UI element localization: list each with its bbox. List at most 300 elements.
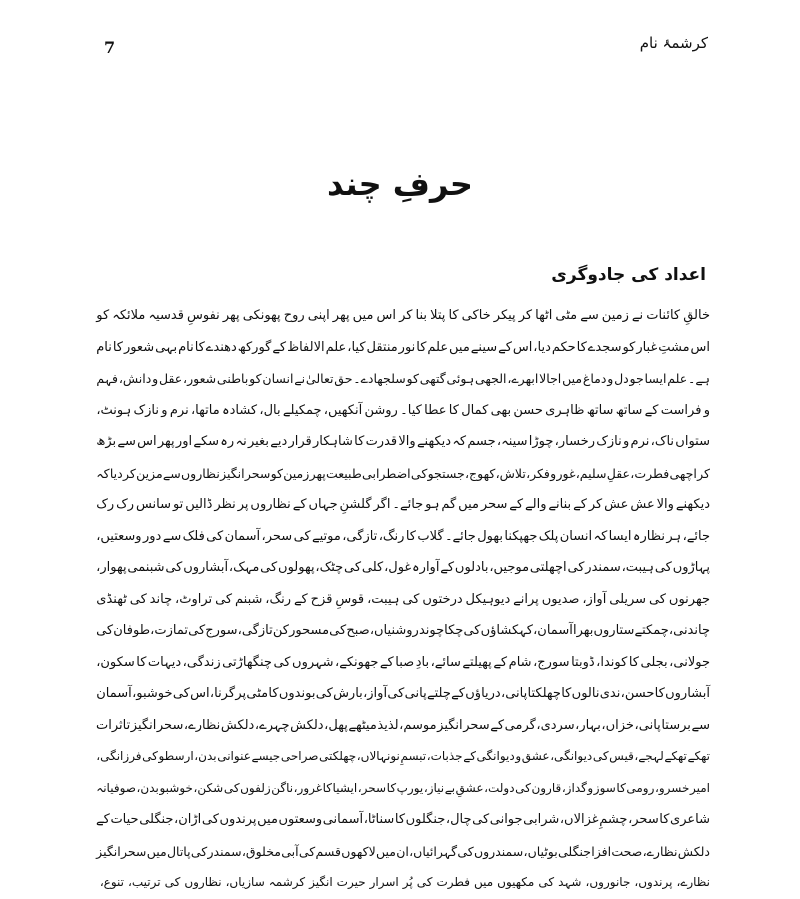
word: جائے۔	[392, 497, 424, 512]
word: کا	[628, 654, 639, 670]
word: فراست	[660, 402, 702, 418]
word: طوفان	[113, 623, 151, 638]
word: نظارے،	[676, 875, 710, 889]
word: شام	[508, 654, 532, 670]
word: پھیلتے	[462, 654, 492, 670]
word: کا	[405, 528, 416, 544]
word: سلجھادے۔	[353, 371, 406, 386]
word: سردی،	[536, 717, 575, 733]
word: تازگی،	[342, 528, 378, 544]
word: شعور	[123, 339, 155, 355]
word: پُر	[402, 875, 413, 889]
word: کے	[498, 339, 512, 355]
word: کر	[399, 308, 413, 323]
word: سے	[117, 434, 136, 449]
body-line	[96, 300, 710, 332]
word: کا	[416, 339, 427, 355]
word: جنگلوں	[405, 812, 446, 827]
word: سحر	[244, 465, 271, 481]
word: کا	[194, 339, 205, 355]
word: قزح	[310, 591, 333, 607]
word: کو	[406, 371, 419, 386]
word: میں	[473, 875, 494, 889]
word: درختوں	[422, 591, 463, 607]
word: سے	[162, 465, 181, 481]
word: چمکتے	[634, 623, 669, 638]
word: بھول	[477, 528, 503, 544]
word: برستا	[661, 717, 691, 733]
word: ڈوبتا	[571, 654, 595, 670]
word: ہوئی	[446, 371, 475, 386]
word: دیوانگی	[476, 749, 515, 763]
word: قوسِ	[335, 591, 365, 607]
word: کی	[402, 591, 420, 607]
word: کی	[463, 623, 481, 638]
word: دلکش	[290, 717, 324, 733]
word: موتیے	[311, 528, 341, 544]
word: تھکے	[687, 749, 710, 763]
word: تازگی،	[237, 623, 273, 638]
body-line	[96, 867, 710, 899]
word: بدن،	[136, 780, 159, 795]
word: علم	[667, 371, 688, 386]
word: کہ	[96, 465, 110, 481]
word: خسرو،	[654, 780, 690, 795]
word: و	[607, 371, 614, 386]
word: نے	[294, 371, 306, 386]
word: بادِ	[415, 654, 430, 670]
word: مزین	[136, 465, 163, 481]
word: گداز،	[561, 780, 587, 795]
body-line	[96, 426, 710, 458]
word: کی	[172, 686, 190, 701]
word: کی	[515, 780, 531, 795]
word: پھل،	[324, 717, 348, 733]
word: چنگھاڑتی	[222, 654, 272, 670]
chapter-title: حرفِ چند	[327, 165, 473, 203]
word: ساتھ	[615, 402, 643, 418]
word: ایسا	[644, 371, 667, 386]
word: ہیبت،	[621, 560, 654, 575]
word: جھرنوں	[668, 591, 710, 607]
word: تمازت،	[150, 623, 188, 638]
word: بوٹیاں،	[523, 843, 558, 859]
word: چال،	[445, 812, 472, 827]
word: گتھی	[419, 371, 446, 386]
word: جستجو	[427, 465, 465, 481]
word: خزاں،	[601, 717, 634, 733]
word: کا	[268, 686, 279, 701]
body-line	[96, 741, 710, 773]
word: قارون	[531, 780, 562, 795]
word: بنانے	[548, 497, 572, 512]
word: اور	[175, 434, 193, 449]
word: کہ	[452, 434, 467, 449]
word: آسمان،	[533, 623, 573, 638]
word: پیکر	[493, 308, 516, 323]
word: مہک،	[228, 560, 260, 575]
word: میٹھے	[348, 717, 377, 733]
word: حسن	[513, 402, 543, 418]
word: ہو	[425, 497, 440, 512]
word: تراوٹ،	[175, 591, 213, 607]
word: جانوروں،	[585, 875, 631, 889]
word: جوانی	[489, 812, 523, 827]
word: بجلی	[640, 654, 668, 670]
word: بھرا	[572, 623, 594, 638]
word: بغیر	[247, 434, 269, 449]
word: و	[587, 780, 594, 795]
word: صحت	[611, 843, 643, 859]
word: دیے	[270, 434, 288, 449]
word: کو	[270, 465, 283, 481]
word: پھولوں	[278, 560, 315, 575]
word: رومی	[626, 780, 655, 795]
word: پہاڑوں	[672, 560, 710, 575]
word: دیکھنے	[675, 497, 710, 512]
word: انگیز	[437, 717, 463, 733]
word: عشقِ	[455, 780, 484, 795]
word: کی	[410, 465, 428, 481]
word: نہ	[235, 434, 247, 449]
word: آسمانی	[322, 812, 364, 827]
word: فکر،	[526, 465, 550, 481]
word: چلتے	[426, 686, 451, 701]
word: ترتیب،	[128, 875, 161, 889]
word: زندگی،	[182, 654, 221, 670]
word: روح	[283, 308, 305, 323]
word: چھلکتا	[527, 686, 561, 701]
word: آبشاروں	[665, 686, 710, 701]
word: نونہالاں،	[356, 749, 400, 763]
word: دلکش	[677, 843, 710, 859]
word: کے	[490, 717, 505, 733]
word: کرشمہ	[268, 875, 306, 889]
word: کے	[509, 497, 524, 512]
word: تلاش،	[495, 465, 526, 481]
word: آسمان	[224, 528, 261, 544]
word: عقلِ	[606, 465, 631, 481]
word: کی	[654, 560, 672, 575]
word: کی	[329, 623, 347, 638]
word: قدسیہ	[148, 308, 184, 323]
word: شعور،	[183, 371, 217, 386]
word: نور	[398, 339, 416, 355]
word: بدن،	[194, 749, 217, 763]
word: و	[161, 402, 168, 418]
word: کے	[463, 749, 476, 763]
word: تعالیٰ	[305, 371, 334, 386]
word: چہرے،	[254, 717, 290, 733]
word: ہونٹ،	[96, 402, 132, 418]
word: صراحی	[280, 749, 319, 763]
word: گرنا،	[209, 686, 236, 701]
word: تبسمِ	[400, 749, 427, 763]
word: خالقِ	[683, 308, 710, 323]
word: پھر	[157, 434, 175, 449]
word: کی	[190, 843, 208, 859]
word: انسان	[262, 371, 294, 386]
word: حق	[334, 371, 353, 386]
word: کا	[576, 339, 587, 355]
word: الجھی	[474, 371, 507, 386]
word: دیا،	[533, 339, 551, 355]
word: رنگ،	[265, 591, 292, 607]
word: روشن	[364, 402, 398, 418]
word: فہم	[96, 371, 118, 386]
word: گرمی	[504, 717, 536, 733]
word: پر	[237, 497, 249, 512]
word: تنوع،	[99, 875, 125, 889]
word: انسان	[559, 528, 593, 544]
word: صوفیانہ	[96, 780, 136, 795]
word: شکن،	[193, 780, 224, 795]
word: دیا	[109, 465, 123, 481]
word: اس	[376, 308, 396, 323]
word: پھونکی	[242, 308, 281, 323]
word: رنگ،	[378, 528, 405, 544]
word: مٹی	[555, 308, 578, 323]
word: اس	[137, 434, 157, 449]
word: اپنی	[307, 308, 330, 323]
word: کی	[165, 560, 183, 575]
word: انگیز	[309, 875, 333, 889]
word: چاند	[149, 591, 173, 607]
word: دور	[142, 528, 162, 544]
word: و	[623, 434, 630, 449]
body-line	[96, 521, 710, 553]
word: نالوں	[571, 686, 600, 701]
body-line	[96, 552, 710, 584]
word: ندی	[599, 686, 621, 701]
word: صبا	[395, 654, 415, 670]
word: سحر	[156, 717, 184, 733]
word: خاکی	[461, 308, 491, 323]
word: کی	[344, 560, 362, 575]
body-line	[96, 647, 710, 679]
word: کی	[201, 812, 219, 827]
word: کے	[573, 497, 587, 512]
body-line	[96, 363, 710, 395]
word: کی	[273, 654, 291, 670]
word: دلکش	[220, 717, 255, 733]
word: ڈالیں	[185, 497, 213, 512]
word: کو	[96, 308, 110, 323]
word: کا	[561, 686, 572, 701]
word: نازک	[596, 434, 622, 449]
word: نے	[631, 308, 644, 323]
word: ہے۔	[688, 371, 710, 386]
word: نازک	[133, 402, 160, 418]
word: غور	[556, 465, 576, 481]
word: خوشبو	[159, 780, 193, 795]
body-line	[96, 804, 710, 836]
word: شہروں	[292, 654, 334, 670]
word: باطنی	[216, 371, 249, 386]
word: جائے،	[682, 528, 710, 544]
word: اس	[512, 339, 533, 355]
body-line	[96, 332, 710, 364]
word: شرابی	[523, 812, 560, 827]
word: کی	[164, 875, 181, 889]
word: کوندا،	[596, 654, 628, 670]
word: کا	[448, 308, 459, 323]
word: اجالا	[539, 371, 562, 386]
word: موسم،	[399, 717, 437, 733]
word: نرم	[630, 434, 650, 449]
word: نرم	[169, 402, 189, 418]
word: بادلوں	[454, 560, 489, 575]
word: کی	[315, 686, 333, 701]
word: کا	[136, 654, 147, 670]
word: مخلوق،	[241, 843, 281, 859]
word: بے	[444, 780, 456, 795]
word: کہکشاؤں	[480, 623, 533, 638]
word: دیوانگی،	[550, 749, 593, 763]
word: جیسے	[251, 749, 281, 763]
word: نظر	[214, 497, 236, 512]
word: خوشبو،	[132, 686, 173, 701]
word: سریلی	[609, 591, 647, 607]
body-line	[96, 773, 710, 805]
word: ملائکہ	[112, 308, 146, 323]
word: نام	[96, 339, 112, 355]
word: علم	[325, 339, 347, 355]
word: پانی،	[501, 686, 528, 701]
word: مکھیوں	[497, 875, 535, 889]
word: دولت،	[484, 780, 515, 795]
word: کیا۔	[400, 402, 422, 418]
word: بہار،	[575, 717, 601, 733]
word: میں	[352, 308, 374, 323]
word: ظاہری	[545, 402, 585, 418]
word: کلی	[361, 560, 384, 575]
word: عطا	[424, 402, 447, 418]
word: دیوہیکل	[465, 591, 511, 607]
word: زمین	[601, 308, 629, 323]
word: شبنمی	[127, 560, 165, 575]
word: پھوار،	[96, 560, 127, 575]
word: سے	[162, 528, 182, 544]
running-head-title: کرشمۂ نام	[639, 34, 708, 52]
word: کا	[654, 686, 665, 701]
word: موجیں،	[489, 560, 530, 575]
word: زلفوں	[240, 780, 271, 795]
word: سمندروں	[473, 843, 524, 859]
body-text	[96, 300, 710, 899]
word: نفوسِ	[186, 308, 220, 323]
word: ٹھنڈی	[96, 591, 127, 607]
word: گلاب	[417, 528, 444, 544]
word: پاتال	[166, 843, 191, 859]
word: کی	[96, 623, 114, 638]
word: سائے،	[430, 654, 461, 670]
word: سحر،	[261, 528, 293, 544]
word: حیات	[110, 812, 139, 827]
word: کے	[451, 686, 465, 701]
word: آسمان	[96, 686, 132, 701]
word: میں	[449, 339, 470, 355]
word: کے	[293, 591, 308, 607]
word: سینہ،	[496, 434, 528, 449]
word: قیس	[609, 749, 634, 763]
page-number: 7	[104, 38, 116, 57]
word: کا	[394, 812, 406, 827]
body-line	[96, 710, 710, 742]
body-line	[96, 584, 710, 616]
word: میں	[458, 497, 479, 512]
word: کے	[493, 654, 508, 670]
word: پر	[235, 686, 247, 701]
word: کیا،	[347, 339, 366, 355]
word: چٹک،	[315, 560, 344, 575]
word: کا	[448, 402, 459, 418]
word: نظارے،	[642, 843, 678, 859]
word: سلیم،	[575, 465, 607, 481]
word: منتقل	[366, 339, 398, 355]
word: رخسار،	[554, 434, 595, 449]
word: فلک	[182, 528, 205, 544]
word: طبیعت	[325, 465, 362, 481]
word: کا	[112, 339, 123, 355]
word: لہجے،	[634, 749, 664, 763]
word: ایشیا	[332, 780, 358, 795]
word: کھوج،	[465, 465, 496, 481]
word: پرندوں	[219, 812, 257, 827]
section-heading: اعداد کی جادوگری	[551, 265, 706, 285]
word: حیرت	[336, 875, 366, 889]
word: سانس	[135, 497, 172, 512]
word: نظاروں	[181, 465, 220, 481]
word: جولانی،	[669, 654, 710, 670]
word: جنگلی	[139, 812, 174, 827]
word: دیکھنے	[416, 434, 452, 449]
word: کی	[472, 812, 490, 827]
word: سکے	[193, 434, 220, 449]
word: حکم	[551, 339, 576, 355]
word: مٹی	[246, 686, 269, 701]
word: دریاؤں	[465, 686, 501, 701]
word: کا	[322, 780, 332, 795]
word: کی	[129, 591, 147, 607]
word: کی	[298, 843, 316, 859]
word: کے	[96, 812, 110, 827]
word: شاعری	[670, 812, 710, 827]
word: نیاز،	[423, 780, 445, 795]
word: شبنم	[235, 591, 263, 607]
word: اچھی	[669, 465, 697, 481]
word: پتلا	[430, 308, 446, 323]
word: کمال	[461, 402, 489, 418]
word: بھی	[490, 402, 512, 418]
word: گہرائیاں،	[409, 843, 458, 859]
word: زمین	[283, 465, 310, 481]
word: مسحور	[289, 623, 330, 638]
word: جذبات،	[426, 749, 463, 763]
word: کے	[379, 654, 394, 670]
word: رک	[116, 497, 135, 512]
word: ہر	[666, 528, 682, 544]
word: امیر	[689, 780, 710, 795]
word: قرار	[288, 434, 312, 449]
word: کر	[122, 465, 136, 481]
word: جو	[629, 371, 644, 386]
word: کہ	[593, 528, 608, 544]
word: کر	[697, 465, 710, 481]
word: دھندے	[205, 339, 237, 355]
word: کو	[249, 371, 262, 386]
word: بوندوں	[278, 686, 316, 701]
